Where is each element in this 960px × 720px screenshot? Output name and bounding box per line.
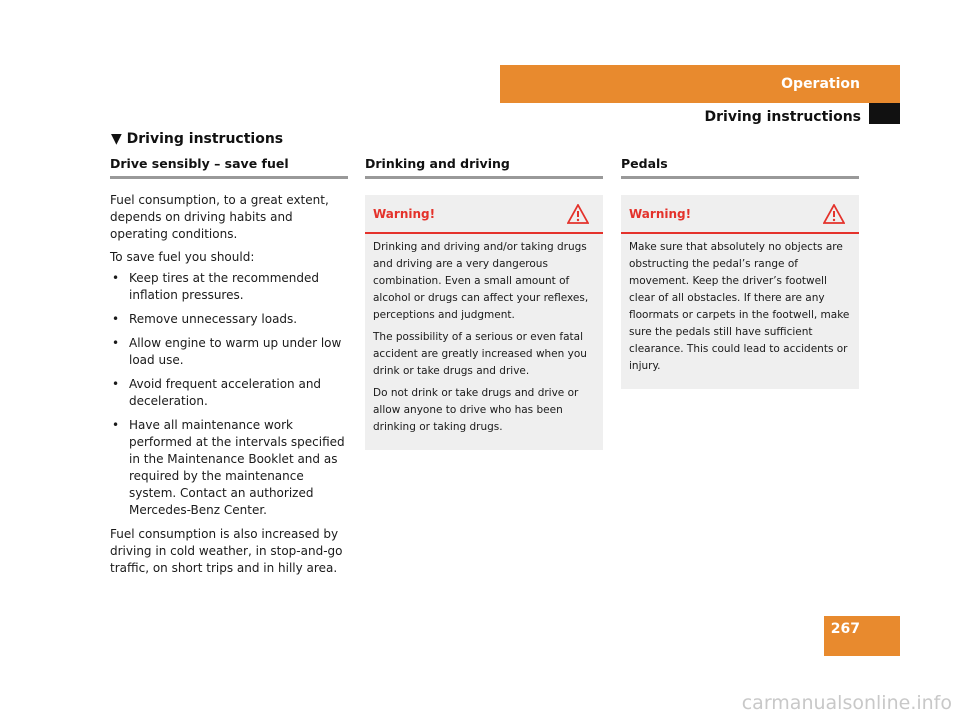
chapter-tab-marker: [869, 103, 900, 124]
page-number: 267: [830, 621, 860, 637]
warning-header: [621, 195, 859, 234]
chapter-subtitle: Driving instructions: [704, 109, 861, 125]
list-item: • Keep tires at the recommended inflation pressures.: [112, 271, 319, 302]
bullet-icon: •: [112, 377, 120, 391]
warning-box: [365, 195, 603, 450]
column-pedals: [621, 156, 859, 389]
warning-triangle-icon: [567, 204, 589, 224]
column-drinking: [365, 156, 603, 450]
chapter-title: Operation: [781, 76, 860, 92]
fuel-outro: Fuel consumption is also increased by driving in cold weather, in stop-and-go traffic, on short trips and in hilly area.: [110, 527, 343, 575]
warning-paragraph: Make sure that absolutely no objects are obstructing the pedal’s range of movement. Keep the driver’s footwell clear of all obstacles. If there are any floormats or carpets in the footwell, make sure the pedals still have sufficient clearance. This could lead to accidents or injury.: [629, 241, 850, 372]
bullet-icon: •: [112, 312, 120, 326]
list-item: • Have all maintenance work performed at the intervals specified in the Maintenance Booklet and as required by the maintenance system. Contact an authorized Mercedes-Benz Center.: [112, 418, 345, 517]
triangle-down-icon: ▼: [111, 131, 122, 147]
warning-body: [621, 234, 859, 389]
watermark: carmanualsonline.info: [741, 692, 952, 714]
warning-box: [621, 195, 859, 389]
fuel-lead: To save fuel you should:: [110, 250, 255, 264]
warning-header: [365, 195, 603, 234]
bullet-icon: •: [112, 271, 120, 285]
list-item: • Avoid frequent acceleration and deceleration.: [112, 377, 322, 408]
column-heading: Drive sensibly – save fuel: [110, 156, 348, 179]
column-heading: Drinking and driving: [365, 156, 603, 179]
warning-paragraph: The possibility of a serious or even fatal accident are greatly increased when you drink or take drugs and drive.: [373, 331, 587, 377]
bullet-icon: •: [112, 336, 120, 350]
warning-paragraph: Do not drink or take drugs and drive or allow anyone to drive who has been drinking or taking drugs.: [373, 387, 579, 433]
warning-body: [365, 234, 603, 450]
list-item: • Allow engine to warm up under low load use.: [112, 336, 342, 367]
fuel-tips-list: [110, 270, 348, 519]
header-bar: [500, 65, 900, 103]
warning-title: Warning!: [373, 207, 436, 221]
warning-paragraph: Drinking and driving and/or taking drugs and driving are a very dangerous combination. Even a small amount of alcohol or drugs can affect your reflexes, perceptions and judgment.: [373, 241, 589, 321]
column-fuel: [110, 156, 348, 577]
warning-triangle-icon: [823, 204, 845, 224]
warning-title: Warning!: [629, 207, 692, 221]
page-number-box: [824, 616, 900, 656]
section-heading: [111, 131, 283, 147]
bullet-icon: •: [112, 418, 120, 432]
list-item: • Remove unnecessary loads.: [112, 312, 298, 326]
fuel-intro: Fuel consumption, to a great extent, depends on driving habits and operating conditions.: [110, 193, 329, 241]
section-title: Driving instructions: [126, 131, 284, 147]
column-heading: Pedals: [621, 156, 859, 179]
